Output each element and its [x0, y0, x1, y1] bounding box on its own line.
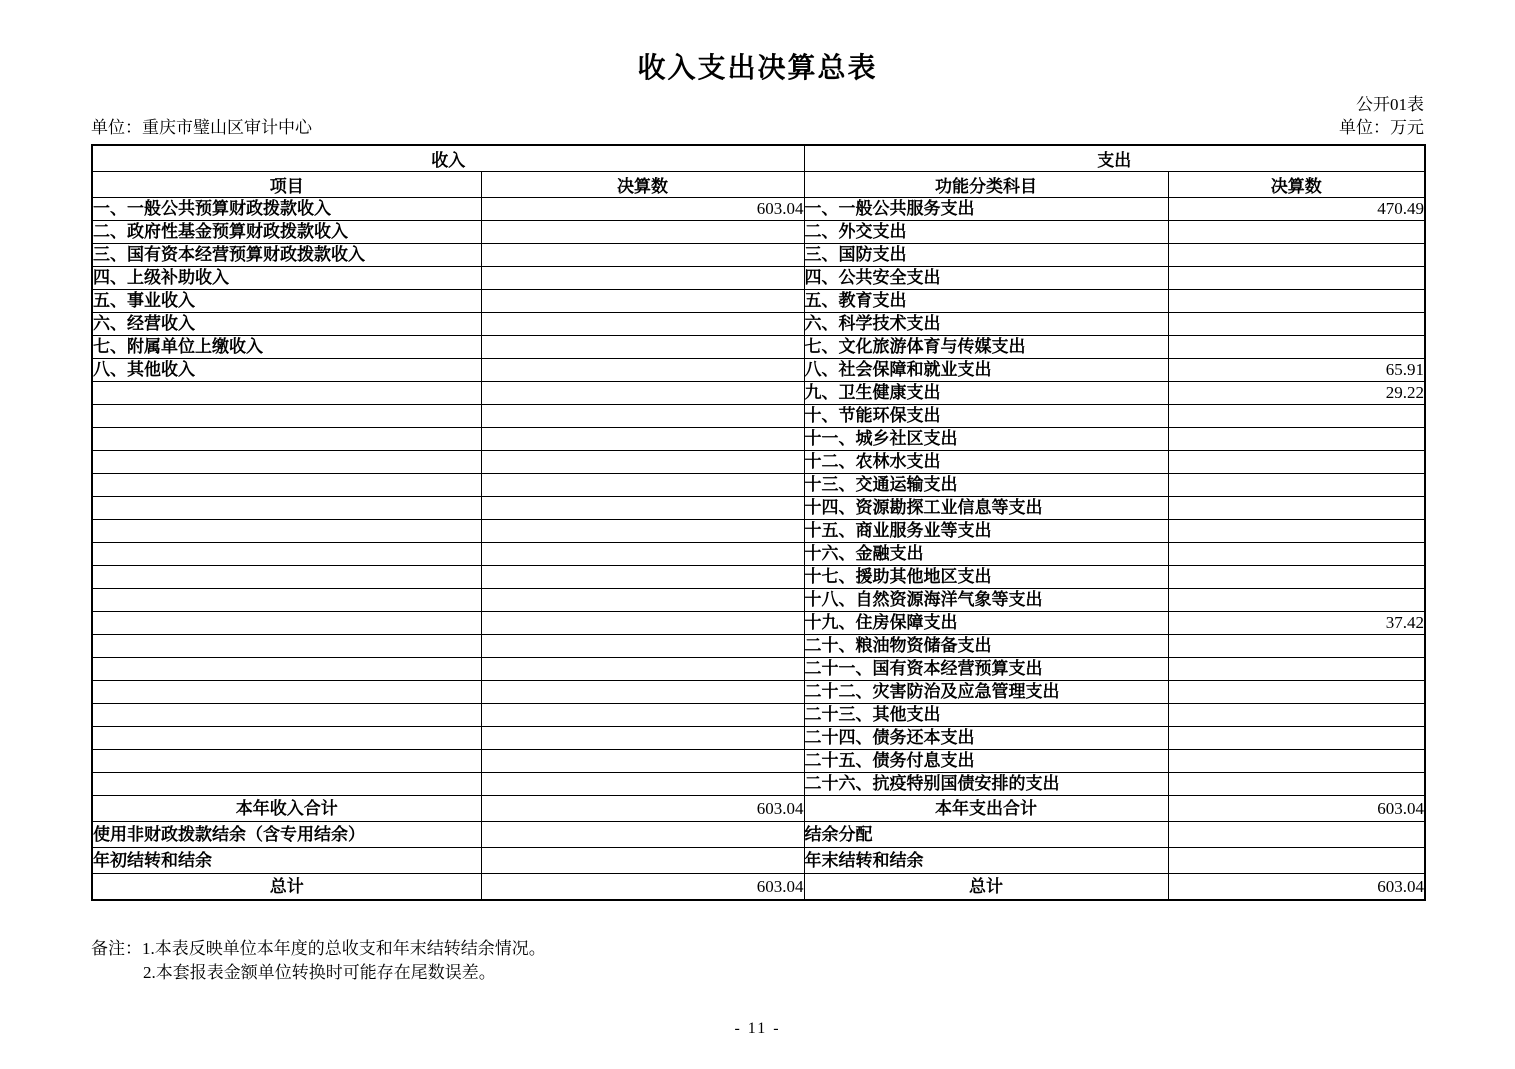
- expense-item-cell: 十二、农林水支出: [804, 451, 1168, 474]
- expense-amount-cell: [1168, 244, 1425, 267]
- income-amount-cell: [481, 451, 804, 474]
- expense-item-column-header: 功能分类科目: [804, 172, 1168, 198]
- income-amount-cell: [481, 290, 804, 313]
- expense-item-cell: 八、社会保障和就业支出: [804, 359, 1168, 382]
- expense-amount-cell: [1168, 428, 1425, 451]
- income-item-cell: 年初结转和结余: [92, 848, 481, 874]
- expense-amount-cell: [1168, 543, 1425, 566]
- income-item-cell: 八、其他收入: [92, 359, 481, 382]
- expense-amount-cell: [1168, 497, 1425, 520]
- expense-item-cell: 十三、交通运输支出: [804, 474, 1168, 497]
- income-item-cell: [92, 474, 481, 497]
- income-item-cell: 一、一般公共预算财政拨款收入: [92, 198, 481, 221]
- table-row: [92, 267, 1425, 290]
- expense-item-cell: 十六、金融支出: [804, 543, 1168, 566]
- expense-amount-cell: [1168, 290, 1425, 313]
- expense-amount-cell: [1168, 704, 1425, 727]
- expense-item-cell: 一、一般公共服务支出: [804, 198, 1168, 221]
- income-item-cell: [92, 428, 481, 451]
- income-amount-cell: [481, 727, 804, 750]
- income-item-cell: 三、国有资本经营预算财政拨款收入: [92, 244, 481, 267]
- table-row: [92, 773, 1425, 796]
- expense-amount-cell: 603.04: [1168, 874, 1425, 901]
- income-amount-cell: [481, 405, 804, 428]
- table-row: [92, 658, 1425, 681]
- expense-item-cell: 十五、商业服务业等支出: [804, 520, 1168, 543]
- expense-item-cell: 二、外交支出: [804, 221, 1168, 244]
- expense-item-cell: 十九、住房保障支出: [804, 612, 1168, 635]
- expense-amount-cell: 37.42: [1168, 612, 1425, 635]
- expense-item-cell: 二十六、抗疫特别国债安排的支出: [804, 773, 1168, 796]
- income-amount-cell: [481, 267, 804, 290]
- income-amount-cell: [481, 773, 804, 796]
- table-row: [92, 451, 1425, 474]
- expense-amount-cell: [1168, 267, 1425, 290]
- income-amount-cell: [481, 681, 804, 704]
- income-item-cell: [92, 727, 481, 750]
- expense-amount-cell: [1168, 589, 1425, 612]
- table-row: [92, 244, 1425, 267]
- income-amount-cell: [481, 336, 804, 359]
- expense-amount-cell: [1168, 474, 1425, 497]
- expense-amount-cell: [1168, 681, 1425, 704]
- expense-amount-cell: [1168, 658, 1425, 681]
- expense-item-cell: 十一、城乡社区支出: [804, 428, 1168, 451]
- table-row: [92, 336, 1425, 359]
- income-amount-cell: [481, 474, 804, 497]
- income-amount-cell: [481, 635, 804, 658]
- income-item-cell: 本年收入合计: [92, 796, 481, 822]
- table-row: [92, 520, 1425, 543]
- income-section-header: 收入: [92, 145, 804, 172]
- income-item-column-header: 项目: [92, 172, 481, 198]
- table-row: [92, 750, 1425, 773]
- income-item-cell: [92, 382, 481, 405]
- table-row: [92, 313, 1425, 336]
- table-row: [92, 566, 1425, 589]
- expense-amount-cell: [1168, 221, 1425, 244]
- expense-amount-cell: [1168, 520, 1425, 543]
- expense-amount-cell: 603.04: [1168, 796, 1425, 822]
- income-amount-cell: [481, 382, 804, 405]
- expense-item-cell: 二十一、国有资本经营预算支出: [804, 658, 1168, 681]
- table-row: [92, 874, 1425, 901]
- income-item-cell: 二、政府性基金预算财政拨款收入: [92, 221, 481, 244]
- expense-amount-cell: [1168, 405, 1425, 428]
- income-amount-cell: [481, 566, 804, 589]
- section-header-row: [92, 145, 1425, 172]
- expense-amount-cell: 29.22: [1168, 382, 1425, 405]
- table-row: [92, 635, 1425, 658]
- expense-item-cell: 十八、自然资源海洋气象等支出: [804, 589, 1168, 612]
- income-amount-cell: [481, 428, 804, 451]
- content-area: [91, 95, 1424, 985]
- meta-row: [91, 118, 1424, 138]
- expense-amount-cell: [1168, 336, 1425, 359]
- expense-section-header: 支出: [804, 145, 1425, 172]
- table-row: [92, 543, 1425, 566]
- unit-name-label: 单位：重庆市璧山区审计中心: [91, 118, 312, 137]
- notes-label: 备注：: [91, 939, 142, 958]
- income-item-cell: [92, 704, 481, 727]
- table-row: [92, 704, 1425, 727]
- table-row: [92, 848, 1425, 874]
- income-amount-cell: [481, 612, 804, 635]
- income-item-cell: 五、事业收入: [92, 290, 481, 313]
- expense-item-cell: 六、科学技术支出: [804, 313, 1168, 336]
- income-amount-cell: [481, 750, 804, 773]
- table-row: [92, 428, 1425, 451]
- expense-amount-cell: [1168, 848, 1425, 874]
- expense-item-cell: 二十五、债务付息支出: [804, 750, 1168, 773]
- table-row: [92, 727, 1425, 750]
- expense-amount-cell: [1168, 822, 1425, 848]
- table-row: [92, 822, 1425, 848]
- income-item-cell: 四、上级补助收入: [92, 267, 481, 290]
- income-amount-column-header: 决算数: [481, 172, 804, 198]
- expense-item-cell: 四、公共安全支出: [804, 267, 1168, 290]
- expense-amount-cell: [1168, 773, 1425, 796]
- table-row: [92, 290, 1425, 313]
- expense-item-cell: 九、卫生健康支出: [804, 382, 1168, 405]
- income-item-cell: [92, 658, 481, 681]
- income-item-cell: [92, 635, 481, 658]
- expense-amount-cell: [1168, 750, 1425, 773]
- income-item-cell: [92, 681, 481, 704]
- column-header-row: [92, 172, 1425, 198]
- expense-amount-cell: [1168, 635, 1425, 658]
- expense-item-cell: 五、教育支出: [804, 290, 1168, 313]
- expense-item-cell: 二十三、其他支出: [804, 704, 1168, 727]
- expense-item-cell: 总计: [804, 874, 1168, 901]
- income-amount-cell: [481, 359, 804, 382]
- expense-item-cell: 二十二、灾害防治及应急管理支出: [804, 681, 1168, 704]
- income-item-cell: 总计: [92, 874, 481, 901]
- expense-item-cell: 二十四、债务还本支出: [804, 727, 1168, 750]
- income-amount-cell: [481, 704, 804, 727]
- expense-item-cell: 十七、援助其他地区支出: [804, 566, 1168, 589]
- notes-block: [91, 937, 1424, 985]
- income-amount-cell: [481, 822, 804, 848]
- note-line-1: [91, 937, 1424, 961]
- income-item-cell: [92, 405, 481, 428]
- income-item-cell: [92, 773, 481, 796]
- expense-amount-cell: [1168, 566, 1425, 589]
- expense-amount-cell: 470.49: [1168, 198, 1425, 221]
- table-row: [92, 681, 1425, 704]
- income-item-cell: [92, 612, 481, 635]
- income-amount-cell: 603.04: [481, 198, 804, 221]
- expense-amount-cell: [1168, 727, 1425, 750]
- income-amount-cell: [481, 221, 804, 244]
- income-amount-cell: [481, 497, 804, 520]
- income-item-cell: [92, 750, 481, 773]
- table-row: [92, 474, 1425, 497]
- page-number: - 11 -: [734, 1020, 781, 1037]
- income-amount-cell: [481, 848, 804, 874]
- expense-item-cell: 结余分配: [804, 822, 1168, 848]
- note-1-text: 1.本表反映单位本年度的总收支和年末结转结余情况。: [142, 939, 546, 958]
- table-row: [92, 359, 1425, 382]
- expense-item-cell: 本年支出合计: [804, 796, 1168, 822]
- income-amount-cell: [481, 543, 804, 566]
- income-item-cell: [92, 451, 481, 474]
- note-line-2: 2.本套报表金额单位转换时可能存在尾数误差。: [143, 963, 496, 982]
- table-row: [92, 198, 1425, 221]
- expense-item-cell: 七、文化旅游体育与传媒支出: [804, 336, 1168, 359]
- income-item-cell: [92, 497, 481, 520]
- income-item-cell: [92, 589, 481, 612]
- table-row: [92, 221, 1425, 244]
- table-row: [92, 405, 1425, 428]
- table-code-label: 公开01表: [1356, 95, 1424, 114]
- expense-item-cell: 十、节能环保支出: [804, 405, 1168, 428]
- income-amount-cell: [481, 658, 804, 681]
- income-item-cell: 六、经营收入: [92, 313, 481, 336]
- income-item-cell: [92, 566, 481, 589]
- income-item-cell: [92, 543, 481, 566]
- expense-item-cell: 三、国防支出: [804, 244, 1168, 267]
- table-row: [92, 589, 1425, 612]
- expense-amount-cell: [1168, 313, 1425, 336]
- table-row: [92, 497, 1425, 520]
- expense-amount-cell: [1168, 451, 1425, 474]
- page-title: 收入支出决算总表: [637, 53, 878, 84]
- unit-measure-label: 单位：万元: [1339, 118, 1424, 137]
- income-amount-cell: [481, 313, 804, 336]
- table-row: [92, 612, 1425, 635]
- income-amount-cell: [481, 520, 804, 543]
- expense-item-cell: 二十、粮油物资储备支出: [804, 635, 1168, 658]
- income-item-cell: [92, 520, 481, 543]
- income-item-cell: 使用非财政拨款结余（含专用结余）: [92, 822, 481, 848]
- income-amount-cell: [481, 589, 804, 612]
- income-item-cell: 七、附属单位上缴收入: [92, 336, 481, 359]
- expense-item-cell: 十四、资源勘探工业信息等支出: [804, 497, 1168, 520]
- table-row: [92, 796, 1425, 822]
- expense-amount-column-header: 决算数: [1168, 172, 1425, 198]
- table-row: [92, 382, 1425, 405]
- income-expense-table: [91, 144, 1426, 901]
- income-amount-cell: 603.04: [481, 874, 804, 901]
- expense-item-cell: 年末结转和结余: [804, 848, 1168, 874]
- income-amount-cell: 603.04: [481, 796, 804, 822]
- expense-amount-cell: 65.91: [1168, 359, 1425, 382]
- income-amount-cell: [481, 244, 804, 267]
